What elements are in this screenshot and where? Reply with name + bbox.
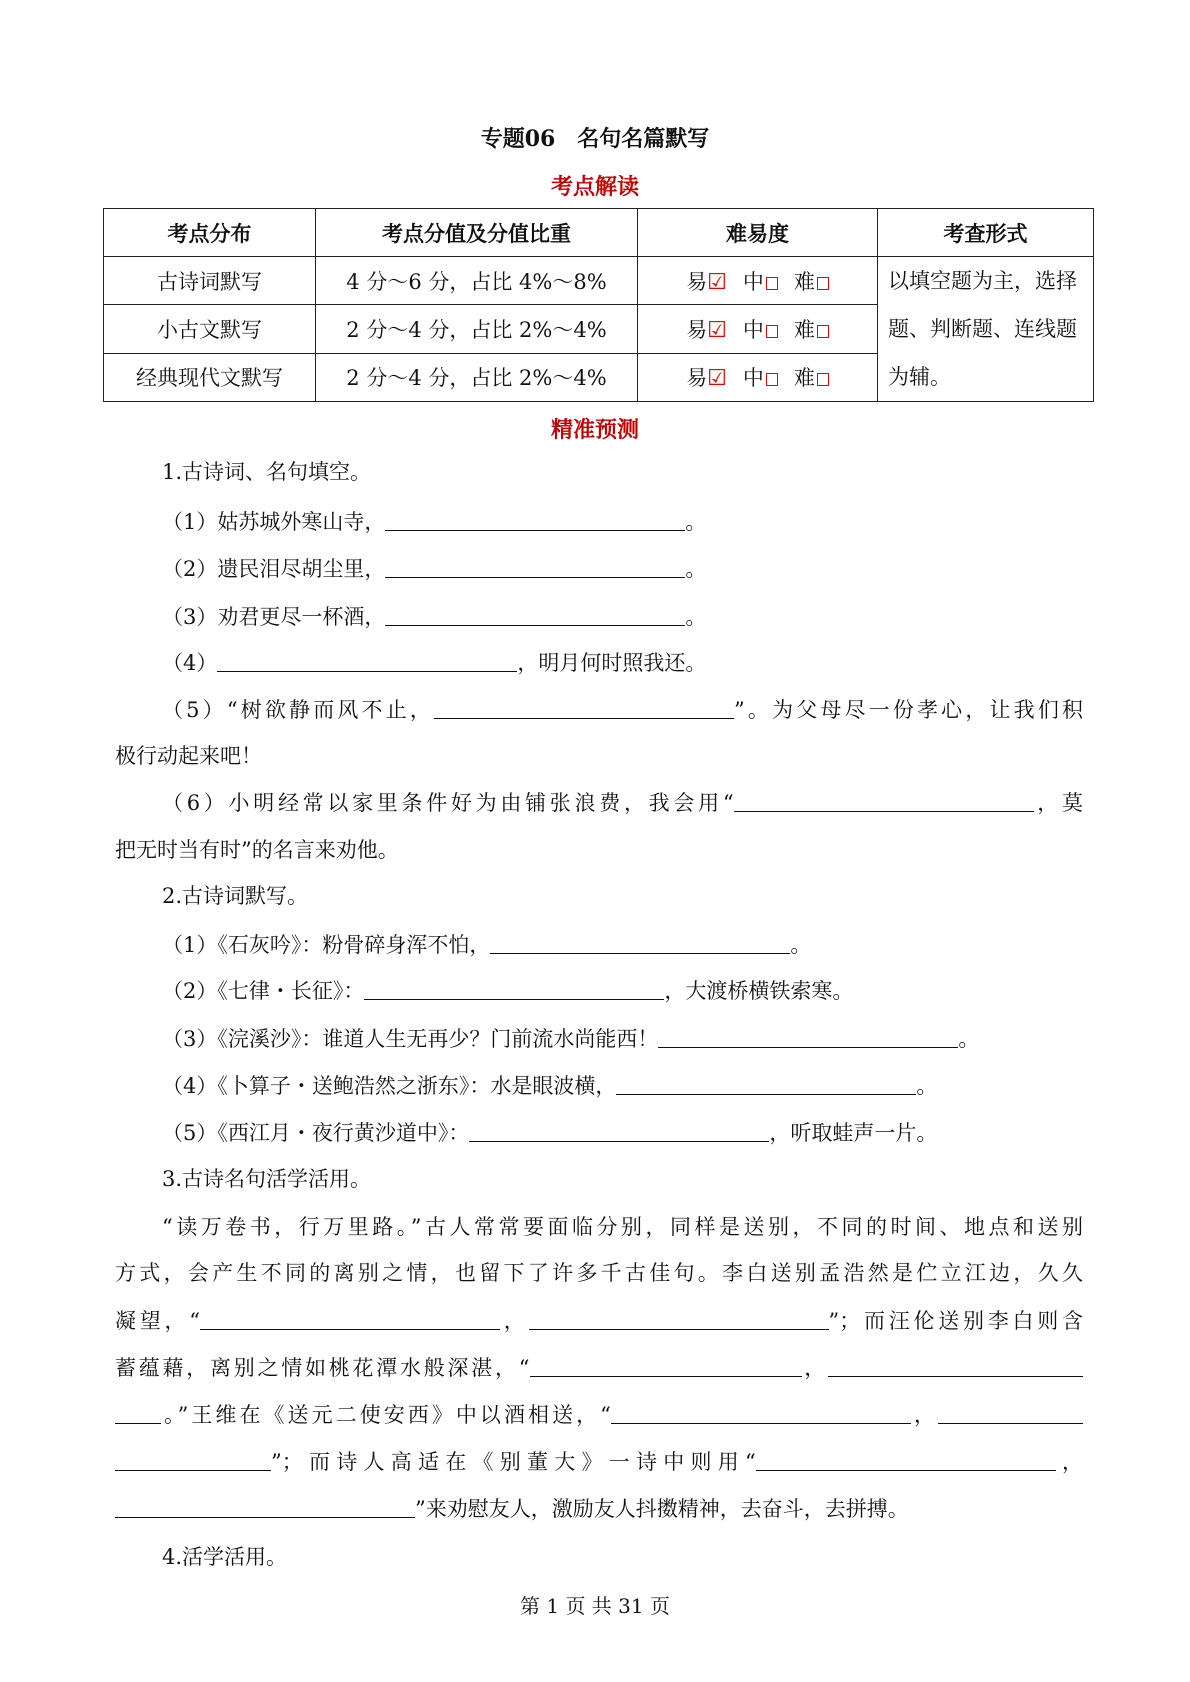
difficulty-option: 中 (743, 318, 778, 342)
difficulty-option: 易☑ (686, 317, 727, 343)
text-segment: 极行动起来吧！ (115, 744, 262, 768)
empty-box-icon (817, 277, 829, 290)
text-segment: （1）姑苏城外寒山寺， (162, 510, 386, 534)
text-segment: ”来劝慰友人，激励友人抖擞精神，去奋斗，去拼搏。 (415, 1497, 909, 1521)
format-cell: 以填空题为主，选择题、判断题、连线题为辅。 (878, 257, 1094, 402)
empty-box-icon (766, 373, 778, 386)
answer-blank[interactable] (115, 1401, 161, 1424)
text-segment: 2.古诗词默写。 (162, 884, 309, 908)
header-cell: 考点分布 (104, 209, 316, 257)
text-line (115, 1306, 1083, 1336)
text-segment: （3）劝君更尽一杯酒， (162, 605, 386, 629)
exam-points-table (103, 208, 1094, 402)
text-line (115, 1400, 1083, 1430)
text-line (115, 1447, 1083, 1477)
answer-blank[interactable] (364, 977, 664, 1000)
text-line (162, 1212, 1083, 1242)
empty-box-icon (766, 277, 778, 290)
checked-box-icon: ☑ (707, 317, 727, 343)
answer-blank[interactable] (200, 1307, 500, 1330)
text-segment: 。 (685, 605, 707, 629)
text-segment: ， (801, 1356, 829, 1380)
text-segment: ， (910, 1403, 938, 1427)
text-segment: 。 (958, 1027, 980, 1051)
text-line (162, 881, 308, 911)
difficulty-option: 中 (743, 366, 778, 390)
text-segment: 。 (916, 1074, 938, 1098)
text-segment: 。 (685, 510, 707, 534)
difficulty-cell (638, 257, 878, 305)
difficulty-option: 易☑ (686, 366, 727, 392)
answer-blank[interactable] (530, 1354, 802, 1377)
difficulty-option: 难 (794, 270, 829, 294)
answer-blank[interactable] (756, 1448, 1056, 1471)
answer-blank[interactable] (611, 1401, 911, 1424)
text-line (115, 1353, 1083, 1383)
answer-blank[interactable] (529, 1307, 829, 1330)
text-segment: 1.古诗词、名句填空。 (162, 460, 372, 484)
text-segment: 蓄蕴藉，离别之情如桃花潭水般深湛，“ (115, 1356, 530, 1380)
page-title: 专题06 名句名篇默写 (480, 126, 710, 152)
answer-blank[interactable] (734, 789, 1034, 812)
header-cell: 考点分值及分值比重 (316, 209, 638, 257)
text-segment: 把无时当有时”的名言来劝他。 (115, 838, 399, 862)
text-line (162, 1024, 979, 1054)
text-segment: （2）遗民泪尽胡尘里， (162, 557, 386, 581)
text-segment: 凝望，“ (115, 1309, 200, 1333)
text-segment: ”。为父母尽一份孝心，让我们积 (734, 698, 1083, 722)
text-line (162, 554, 706, 584)
text-segment: ，听取蛙声一片。 (769, 1121, 938, 1145)
text-line (162, 1071, 937, 1101)
text-segment: （6）小明经常以家里条件好为由铺张浪费，我会用“ (162, 791, 734, 815)
text-line (162, 602, 706, 632)
answer-blank[interactable] (115, 1448, 271, 1471)
empty-box-icon (766, 325, 778, 338)
text-segment: 方式，会产生不同的离别之情，也留下了许多千古佳句。李白送别孟浩然是伫立江边，久久 (115, 1261, 1083, 1285)
text-line (162, 695, 1083, 725)
empty-box-icon (817, 325, 829, 338)
score-cell: 2 分～4 分，占比 2%～4% (316, 353, 638, 401)
text-segment: 。 (685, 557, 707, 581)
text-segment: ，明月何时照我还。 (517, 651, 707, 675)
text-segment: （2）《七律・长征》： (162, 979, 365, 1003)
text-segment: （4）《卜算子・送鲍浩然之浙东》：水是眼波横， (162, 1074, 617, 1098)
text-line (115, 1494, 909, 1524)
text-segment: “读万卷书，行万里路。”古人常常要面临分别，同样是送别，不同的时间、地点和送别 (162, 1215, 1083, 1239)
text-segment: （4） (162, 651, 218, 675)
text-segment: 。 (790, 933, 812, 957)
answer-blank[interactable] (469, 1119, 769, 1142)
answer-blank[interactable] (616, 1072, 916, 1095)
text-segment: ， (500, 1309, 529, 1333)
text-segment: （3）《浣溪沙》：谁道人生无再少？门前流水尚能西！ (162, 1027, 659, 1051)
table-row (104, 257, 1094, 305)
text-segment: ”；而诗人高适在《别董大》一诗中则用“ (271, 1450, 756, 1474)
text-segment: ，莫 (1033, 791, 1083, 815)
text-line (162, 976, 853, 1006)
section-heading-prediction: 精准预测 (550, 417, 639, 443)
text-line (115, 835, 399, 865)
text-line (162, 507, 706, 537)
answer-blank[interactable] (115, 1495, 415, 1518)
page-footer: 第 1 页 共 31 页 (520, 1594, 670, 1618)
text-segment: 3.古诗名句活学活用。 (162, 1167, 372, 1191)
text-segment: （1）《石灰吟》：粉骨碎身浑不怕， (162, 933, 491, 957)
text-line (162, 648, 706, 678)
text-segment: 。”王维在《送元二使安西》中以酒相送，“ (161, 1403, 611, 1427)
checked-box-icon: ☑ (707, 366, 727, 392)
text-segment: （5）“树欲静而风不止， (162, 698, 435, 722)
score-cell: 4 分～6 分，占比 4%～8% (316, 257, 638, 305)
difficulty-option: 中 (743, 270, 778, 294)
text-line (162, 930, 811, 960)
text-segment: （5）《西江月・夜行黄沙道中》： (162, 1121, 470, 1145)
text-segment: ”；而汪伦送别李白则含 (828, 1309, 1083, 1333)
text-line (162, 1118, 937, 1148)
difficulty-cell (638, 353, 878, 401)
header-cell: 难易度 (638, 209, 878, 257)
checked-box-icon: ☑ (707, 269, 727, 295)
answer-blank[interactable] (828, 1354, 1083, 1377)
answer-blank[interactable] (385, 508, 685, 531)
difficulty-option: 难 (794, 318, 829, 342)
topic-cell: 小古文默写 (104, 305, 316, 353)
answer-blank[interactable] (938, 1401, 1083, 1424)
score-cell: 2 分～4 分，占比 2%～4% (316, 305, 638, 353)
text-segment: 4.活学活用。 (162, 1545, 288, 1569)
answer-blank[interactable] (217, 649, 517, 672)
text-line (115, 1258, 1083, 1288)
text-line (162, 1164, 371, 1194)
difficulty-cell (638, 305, 878, 353)
answer-blank[interactable] (385, 603, 685, 626)
text-line (115, 741, 262, 771)
answer-blank[interactable] (490, 931, 790, 954)
text-segment: ，大渡桥横铁索寒。 (664, 979, 854, 1003)
header-cell: 考查形式 (878, 209, 1094, 257)
table-header-row (104, 209, 1094, 257)
section-heading-analysis: 考点解读 (550, 174, 639, 200)
topic-cell: 古诗词默写 (104, 257, 316, 305)
answer-blank[interactable] (385, 555, 685, 578)
difficulty-option: 难 (794, 366, 829, 390)
text-segment: ， (1055, 1450, 1084, 1474)
answer-blank[interactable] (434, 696, 734, 719)
text-line (162, 457, 371, 487)
text-line (162, 788, 1083, 818)
answer-blank[interactable] (658, 1025, 958, 1048)
difficulty-option: 易☑ (686, 269, 727, 295)
topic-cell: 经典现代文默写 (104, 353, 316, 401)
text-line (162, 1542, 287, 1572)
empty-box-icon (817, 373, 829, 386)
